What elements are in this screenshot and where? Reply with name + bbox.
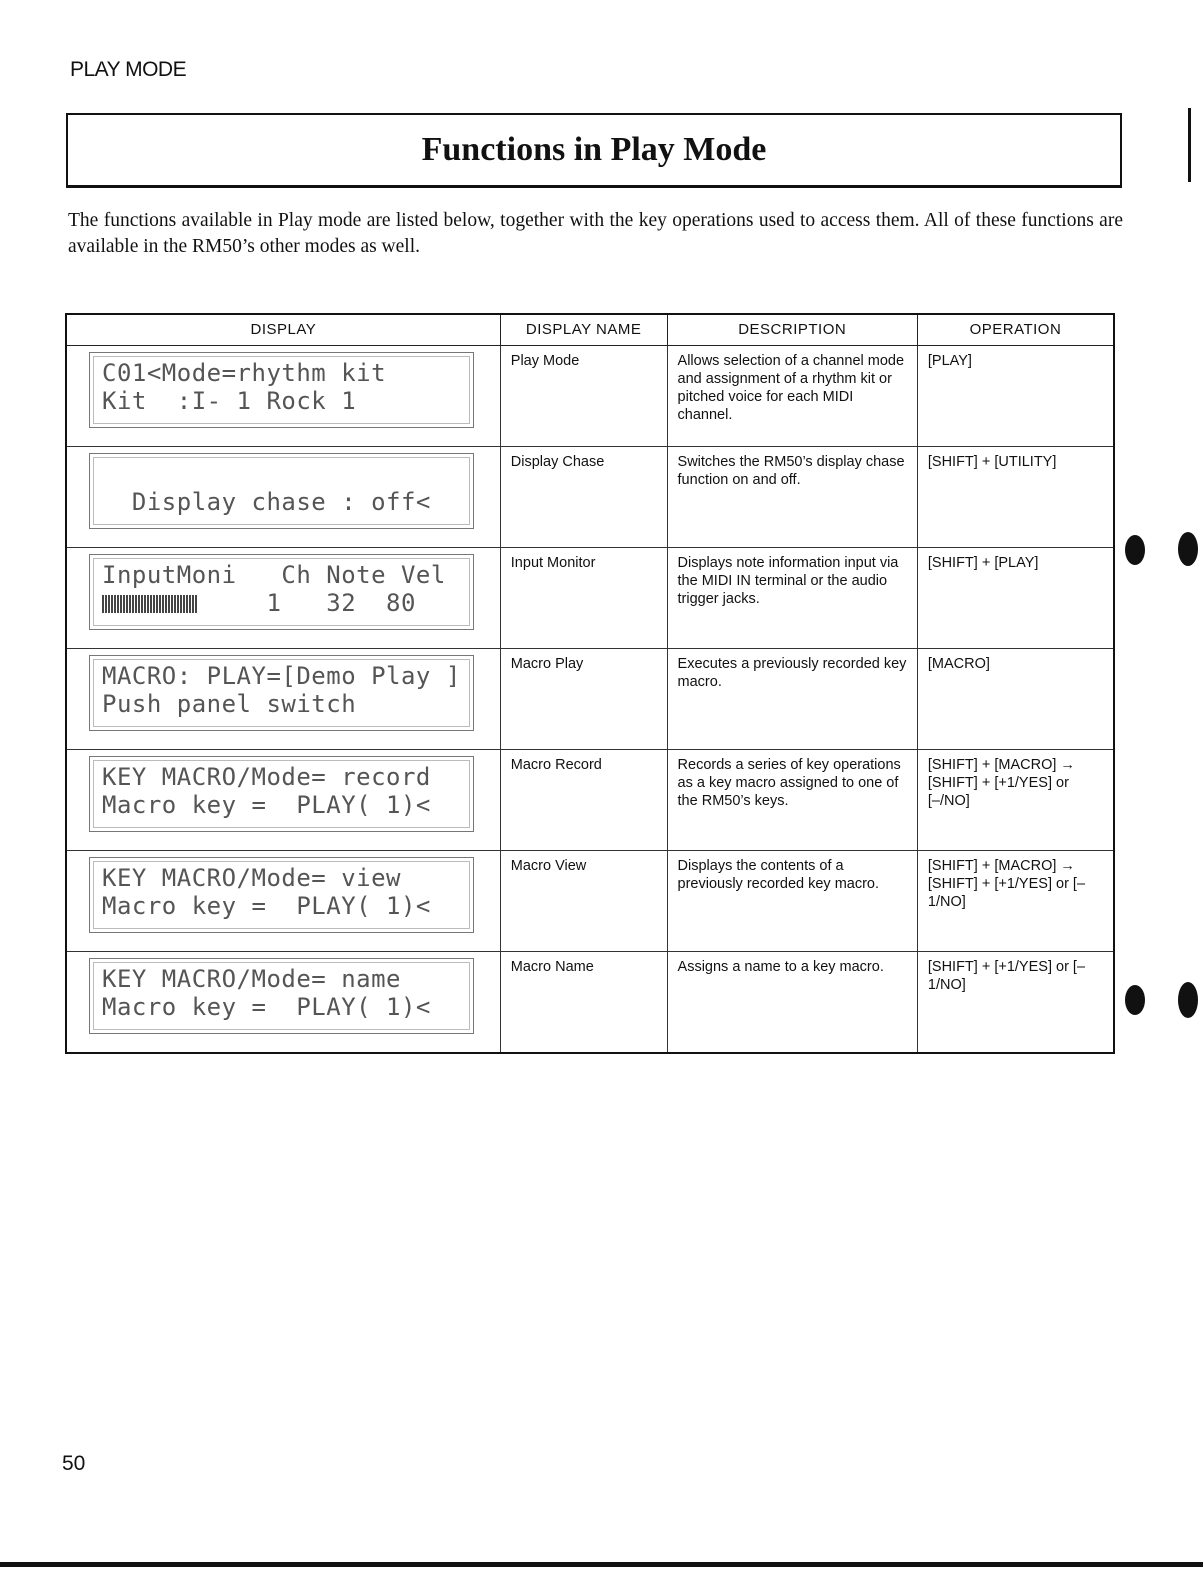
intro-paragraph: The functions available in Play mode are listed below, together with the key operations used to access them. All of these functions are available in the RM50’s other modes as well. [68, 210, 1123, 257]
lcd-line-2-wrap [102, 993, 461, 1021]
bottom-rule [0, 1562, 1203, 1567]
lcd-line-2-wrap [102, 488, 461, 516]
description-cell: Allows selection of a channel mode and assignment of a rhythm kit or pitched voice for each MIDI channel. [667, 346, 917, 447]
operation-cell: [SHIFT] + [MACRO] → [SHIFT] + [+1/YES] or [–/NO] [917, 750, 1114, 851]
operation-cell: [PLAY] [917, 346, 1114, 447]
operation-cell: [SHIFT] + [UTILITY] [917, 447, 1114, 548]
operation-cell: [MACRO] [917, 649, 1114, 750]
description-cell: Displays the contents of a previously recorded key macro. [667, 851, 917, 952]
table-row [66, 649, 1114, 750]
lcd-line-1: KEY MACRO/Mode= record [102, 763, 431, 791]
table-row [66, 346, 1114, 447]
section-header: PLAY MODE [70, 58, 187, 81]
table-row [66, 447, 1114, 548]
display-cell [66, 851, 500, 952]
lcd-display [89, 857, 474, 933]
col-operation: OPERATION [917, 314, 1114, 346]
lcd-line-2-wrap [102, 690, 461, 718]
lcd-line-1: InputMoni Ch Note Vel [102, 561, 446, 589]
margin-mark [1178, 532, 1198, 566]
title-box [66, 113, 1122, 188]
display-name-cell: Macro Name [500, 952, 667, 1054]
lcd-line-1: C01<Mode=rhythm kit [102, 359, 387, 387]
edge-mark [1188, 108, 1191, 182]
col-display: DISPLAY [66, 314, 500, 346]
lcd-line-2: Macro key = PLAY( 1)< [102, 892, 431, 920]
operation-cell: [SHIFT] + [PLAY] [917, 548, 1114, 649]
lcd-display [89, 554, 474, 630]
table-row [66, 750, 1114, 851]
lcd-line-2: Display chase : off< [102, 488, 431, 516]
description-cell: Records a series of key operations as a key macro assigned to one of the RM50’s keys. [667, 750, 917, 851]
lcd-line-1 [102, 460, 461, 488]
lcd-line-2: 1 32 80 [102, 589, 416, 617]
display-cell [66, 750, 500, 851]
lcd-line-1: KEY MACRO/Mode= view [102, 864, 401, 892]
col-display-name: DISPLAY NAME [500, 314, 667, 346]
lcd-line-2: Push panel switch [102, 690, 357, 718]
operation-cell: [SHIFT] + [+1/YES] or [–1/NO] [917, 952, 1114, 1054]
lcd-line-2-wrap [102, 387, 461, 415]
lcd-line-2: Macro key = PLAY( 1)< [102, 791, 431, 819]
description-cell: Displays note information input via the MIDI IN terminal or the audio trigger jacks. [667, 548, 917, 649]
description-cell: Executes a previously recorded key macro. [667, 649, 917, 750]
lcd-display [89, 756, 474, 832]
margin-mark [1125, 985, 1145, 1015]
margin-mark [1178, 982, 1198, 1018]
description-cell: Assigns a name to a key macro. [667, 952, 917, 1054]
operation-cell: [SHIFT] + [MACRO] → [SHIFT] + [+1/YES] or [–1/NO] [917, 851, 1114, 952]
table-row [66, 851, 1114, 952]
lcd-line-2-wrap [102, 892, 461, 920]
display-name-cell: Input Monitor [500, 548, 667, 649]
lcd-display [89, 352, 474, 428]
display-cell [66, 346, 500, 447]
display-name-cell: Macro Play [500, 649, 667, 750]
functions-table [65, 313, 1115, 1054]
lcd-line-2-wrap [102, 791, 461, 819]
table-row [66, 548, 1114, 649]
display-name-cell: Macro View [500, 851, 667, 952]
lcd-line-2: Macro key = PLAY( 1)< [102, 993, 431, 1021]
page-title: Functions in Play Mode [421, 131, 767, 168]
lcd-line-1: MACRO: PLAY=[Demo Play ] [102, 662, 461, 690]
lcd-line-2-wrap [102, 589, 461, 617]
display-cell [66, 548, 500, 649]
display-cell [66, 952, 500, 1054]
table-row [66, 952, 1114, 1054]
description-cell: Switches the RM50’s display chase function on and off. [667, 447, 917, 548]
lcd-line-2: Kit :I- 1 Rock 1 [102, 387, 357, 415]
page-number: 50 [62, 1452, 86, 1475]
col-description: DESCRIPTION [667, 314, 917, 346]
lcd-line-1: KEY MACRO/Mode= name [102, 965, 401, 993]
display-name-cell: Display Chase [500, 447, 667, 548]
lcd-display [89, 655, 474, 731]
display-name-cell: Play Mode [500, 346, 667, 447]
margin-mark [1125, 535, 1145, 565]
display-cell [66, 649, 500, 750]
display-name-cell: Macro Record [500, 750, 667, 851]
display-cell [66, 447, 500, 548]
lcd-display [89, 453, 474, 529]
lcd-display [89, 958, 474, 1034]
